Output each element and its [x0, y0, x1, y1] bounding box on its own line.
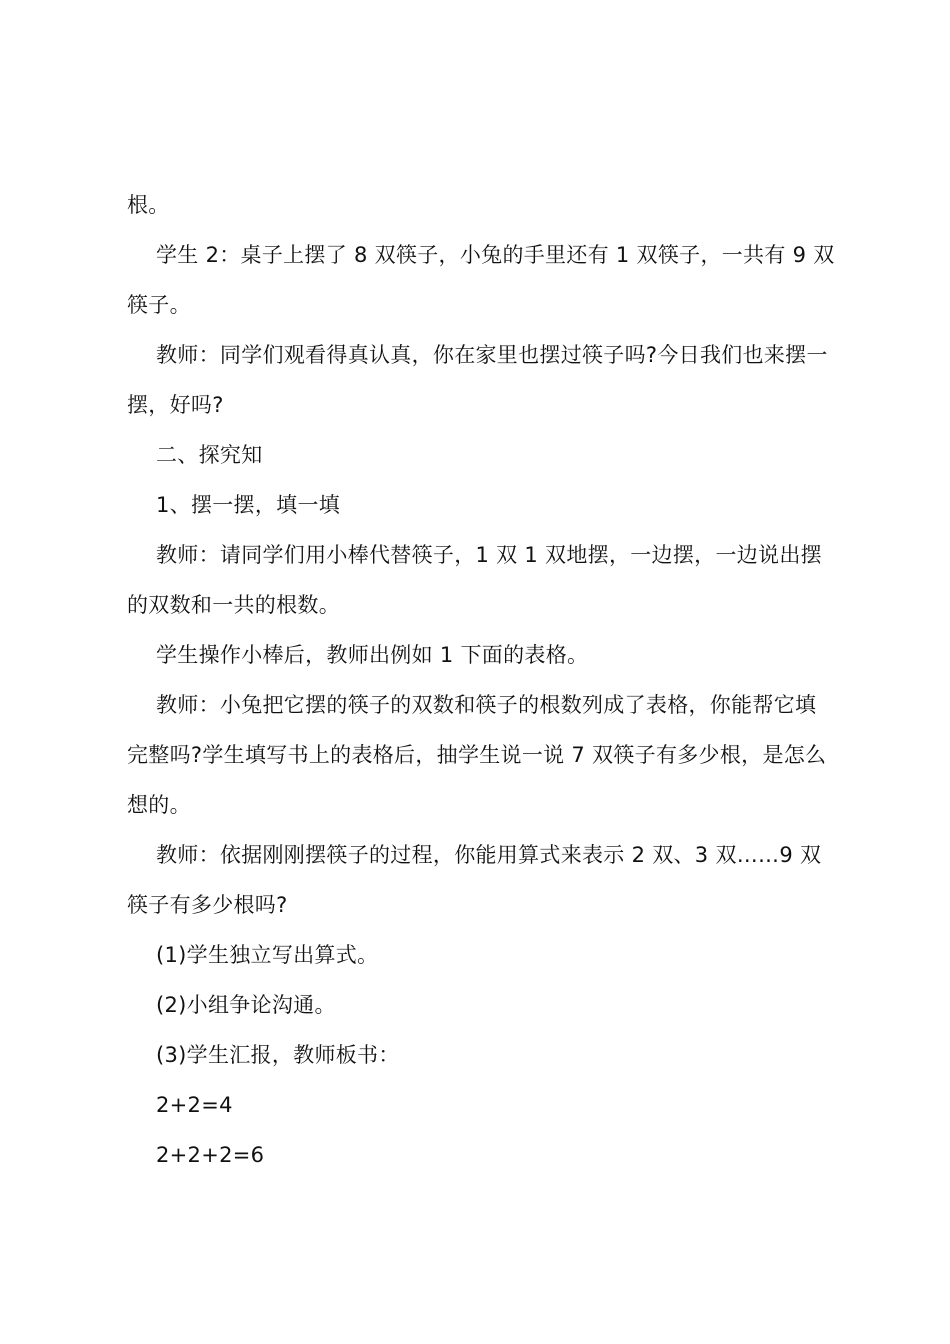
- paragraph-teacher-formula: 教师：依据刚刚摆筷子的过程，你能用算式来表示 2 双、3 双……9 双筷子有多少根吗?: [127, 843, 822, 917]
- section-heading: 二、探究知: [156, 443, 263, 467]
- paragraph-teacher-question: 教师：同学们观看得真认真，你在家里也摆过筷子吗?今日我们也来摆一摆，好吗?: [127, 343, 828, 417]
- paragraph-student-2: 学生 2：桌子上摆了 8 双筷子，小兔的手里还有 1 双筷子，一共有 9 双筷子。: [127, 243, 835, 317]
- paragraph-teacher-table: 教师：小兔把它摆的筷子的双数和筷子的根数列成了表格，你能帮它填完整吗?学生填写书上的表格后，抽学生说一说 7 双筷子有多少根，是怎么想的。: [127, 693, 827, 817]
- list-item-1: (1)学生独立写出算式。: [156, 943, 379, 967]
- paragraph-student-operation: 学生操作小棒后，教师出例如 1 下面的表格。: [156, 643, 589, 667]
- equation-2: 2+2+2=6: [156, 1143, 265, 1167]
- paragraph-continuation: 根。: [127, 193, 170, 217]
- subsection-heading: 1、摆一摆，填一填: [156, 493, 341, 517]
- document-body: [127, 180, 837, 1180]
- equation-1: 2+2=4: [156, 1093, 233, 1117]
- list-item-2: (2)小组争论沟通。: [156, 993, 336, 1017]
- paragraph-teacher-instruction: 教师：请同学们用小棒代替筷子，1 双 1 双地摆，一边摆，一边说出摆的双数和一共的根数。: [127, 543, 822, 617]
- list-item-3: (3)学生汇报，教师板书：: [156, 1043, 400, 1067]
